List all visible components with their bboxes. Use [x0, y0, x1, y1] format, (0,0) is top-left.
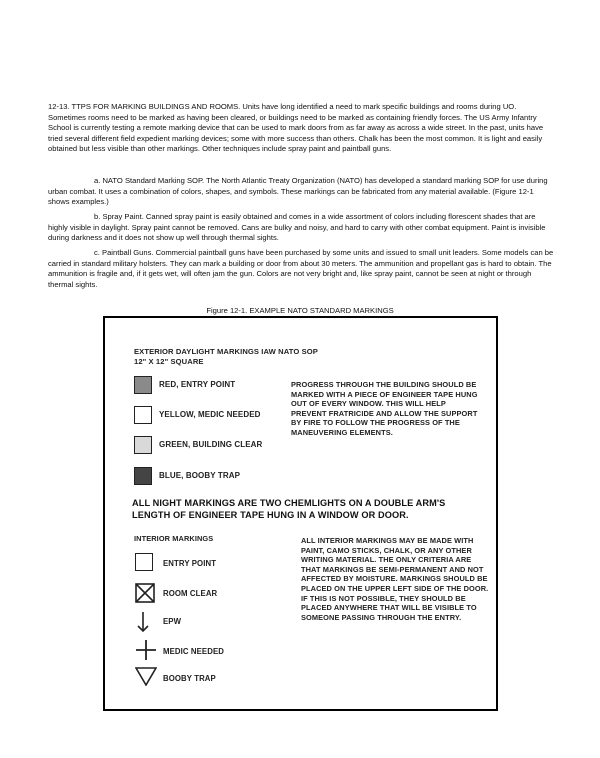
interior-markings-note: ALL INTERIOR MARKINGS MAY BE MADE WITH PAINT, CAMO STICKS, CHALK, OR ANY OTHER WRITING MATERIAL. THE ONLY CRITERIA ARE THAT MARKINGS BE SEMI-PERMANENT AND NOT AFFECTED BY MOISTURE. MARKINGS SHOULD BE PLACED ON THE UPPER LEFT SIDE OF THE DOOR. IF THIS IS NOT POSSIBLE, THEY SHOULD BE PLACED ANYWHERE THAT WILL BE VISIBLE TO SOMEONE PASSING THROUGH THE ENTRY. [301, 536, 489, 622]
night-markings-note: ALL NIGHT MARKINGS ARE TWO CHEMLIGHTS ON A DOUBLE ARM'S LENGTH OF ENGINEER TAPE HUNG IN A WINDOW OR DOOR. [132, 498, 446, 520]
blue-swatch-label: BLUE, BOOBY TRAP [159, 471, 241, 480]
exterior-title-line-2: 12" X 12" SQUARE [134, 357, 204, 366]
paragraph-paintball-guns [48, 248, 554, 290]
entry-point-label: ENTRY POINT [163, 559, 217, 568]
plus-icon [135, 639, 157, 661]
red-swatch-label: RED, ENTRY POINT [159, 380, 236, 389]
open-square-icon [135, 553, 153, 571]
exterior-title-line-1: EXTERIOR DAYLIGHT MARKINGS IAW NATO SOP [134, 347, 318, 356]
progress-note: PROGRESS THROUGH THE BUILDING SHOULD BE MARKED WITH A PIECE OF ENGINEER TAPE HUNG OUT OF EVERY WINDOW. THIS WILL HELP PREVENT FRATRICIDE AND ALLOW THE SUPPORT BY FIRE TO FOLLOW THE PROGRESS OF THE MANEUVERING ELEMENTS. [291, 380, 478, 437]
nato-markings-figure [103, 316, 498, 711]
down-arrow-icon [135, 611, 151, 633]
paragraph-spray-paint-text: b. Spray Paint. Canned spray paint is easily obtained and comes in a wide assortment of colors including florescent shades that are highly visible in daylight. Spray paint cannot be removed. Cans are bulky and noisy, and hard to carry with other combat equipment. Paint is invisible during darkness and it does not show up well through thermal sights. [48, 212, 546, 243]
crossed-square-icon [135, 583, 155, 603]
green-swatch-label: GREEN, BUILDING CLEAR [159, 440, 263, 449]
red-swatch [134, 376, 152, 394]
blue-swatch [134, 467, 152, 485]
exterior-title [134, 347, 318, 367]
down-triangle-icon [135, 666, 157, 686]
yellow-swatch-label: YELLOW, MEDIC NEEDED [159, 410, 261, 419]
paragraph-paintball-guns-text: c. Paintball Guns. Commercial paintball guns have been purchased by some units and issued to small unit leaders. Some models can be carried in standard military holsters. They can mark a building or door from about 30 meters. The ammunition and propellant gas is hard to obtain. The ammunition is fragile and, if it gets wet, will often jam the gun. Colors are not very bright and, like spray paint, cannot be seen at night or through thermal sights. [48, 248, 554, 289]
epw-label: EPW [163, 617, 182, 626]
paragraph-spray-paint [48, 212, 554, 244]
yellow-swatch [134, 406, 152, 424]
paragraph-nato-sop-text: a. NATO Standard Marking SOP. The North Atlantic Treaty Organization (NATO) has developed a standard marking SOP for use during urban combat. It uses a combination of colors, shapes, and symbols. These markings can be fabricated from any material available. (Figure 12-1 shows examples.) [48, 176, 548, 207]
medic-needed-label: MEDIC NEEDED [163, 647, 224, 656]
paragraph-nato-sop [48, 176, 554, 208]
paragraph-12-13: 12-13. TTPS FOR MARKING BUILDINGS AND ROOMS. Units have long identified a need to mark specific buildings and rooms during UO. Sometimes rooms need to be marked as having been cleared, or buildings need to be marked as containing friendly forces. The US Army Infantry School is currently testing a remote marking device that can be used to mark doors from as far away as across a wide street. In the past, units have tried several different field expedient marking devices; some with more success than others. Chalk has been the most common. It is light and easily obtained but less visible than other markings. Other techniques include spray paint and paintball guns. [48, 102, 544, 154]
green-swatch [134, 436, 152, 454]
booby-trap-label: BOOBY TRAP [163, 674, 216, 683]
figure-caption: Figure 12-1. EXAMPLE NATO STANDARD MARKINGS [206, 306, 394, 315]
room-clear-label: ROOM CLEAR [163, 589, 218, 598]
interior-title: INTERIOR MARKINGS [134, 534, 214, 543]
